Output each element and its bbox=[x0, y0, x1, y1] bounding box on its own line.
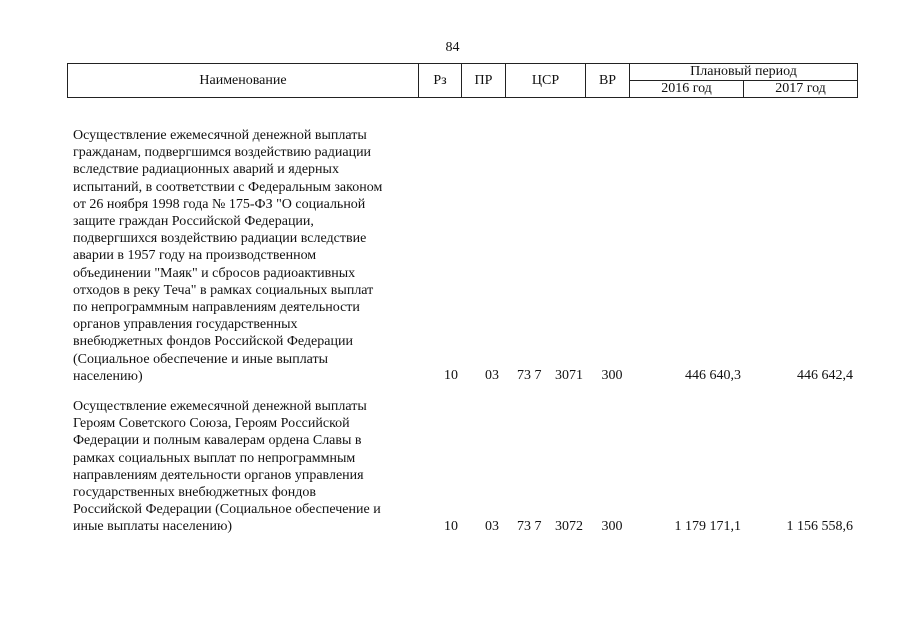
row-pr: 03 bbox=[485, 519, 499, 534]
table-row bbox=[73, 398, 863, 543]
column-header-csr: ЦСР bbox=[506, 64, 586, 98]
row-csr-code: 3072 bbox=[555, 519, 583, 534]
row-amount-2016: 446 640,3 bbox=[685, 368, 741, 383]
row-vr: 300 bbox=[601, 519, 623, 534]
table-header bbox=[67, 63, 858, 98]
column-header-vr: ВР bbox=[586, 64, 630, 98]
column-header-pr: ПР bbox=[462, 64, 506, 98]
row-rz: 10 bbox=[444, 519, 458, 534]
row-csr-code: 3071 bbox=[555, 368, 583, 383]
row-csr-program: 73 7 bbox=[517, 368, 542, 383]
row-vr: 300 bbox=[601, 368, 623, 383]
row-amount-2016: 1 179 171,1 bbox=[674, 519, 741, 534]
row-csr-program: 73 7 bbox=[517, 519, 542, 534]
column-header-rz: Рз bbox=[419, 64, 462, 98]
table-row bbox=[73, 127, 863, 387]
column-header-planned-period: Плановый период bbox=[630, 64, 858, 81]
row-rz: 10 bbox=[444, 368, 458, 383]
column-header-2016: 2016 год bbox=[630, 81, 744, 98]
column-header-name: Наименование bbox=[68, 64, 419, 98]
row-pr: 03 bbox=[485, 368, 499, 383]
row-name: Осуществление ежемесячной денежной выплаты гражданам, подвергшимся воздействию радиации вследствие радиационных аварий и ядерных испытаний, в соответствии с Федеральным законом от 26 ноября 1998 года № 175-ФЗ "О социальной защите граждан Российской Федерации, подвергшихся воздействию радиации вследствие аварии в 1957 году на производственном объединении "Маяк" и сбросов радиоактивных отходов в реку Теча" в рамках социальных выплат по непрограммным направлениям деятельности органов управления государственных внебюджетных фондов Российской Федерации (Социальное обеспечение и иные выплаты населению) bbox=[73, 128, 383, 384]
page-number: 84 bbox=[445, 40, 460, 55]
row-amount-2017: 446 642,4 bbox=[797, 368, 853, 383]
row-amount-2017: 1 156 558,6 bbox=[786, 519, 853, 534]
column-header-2017: 2017 год bbox=[744, 81, 858, 98]
row-name: Осуществление ежемесячной денежной выплаты Героям Советского Союза, Героям Российской Федерации и полным кавалерам ордена Славы в рамках социальных выплат по непрограммным направлениям деятельности органов управления государственных внебюджетных фондов Российской Федерации (Социальное обеспечение и иные выплаты населению) bbox=[73, 399, 381, 535]
